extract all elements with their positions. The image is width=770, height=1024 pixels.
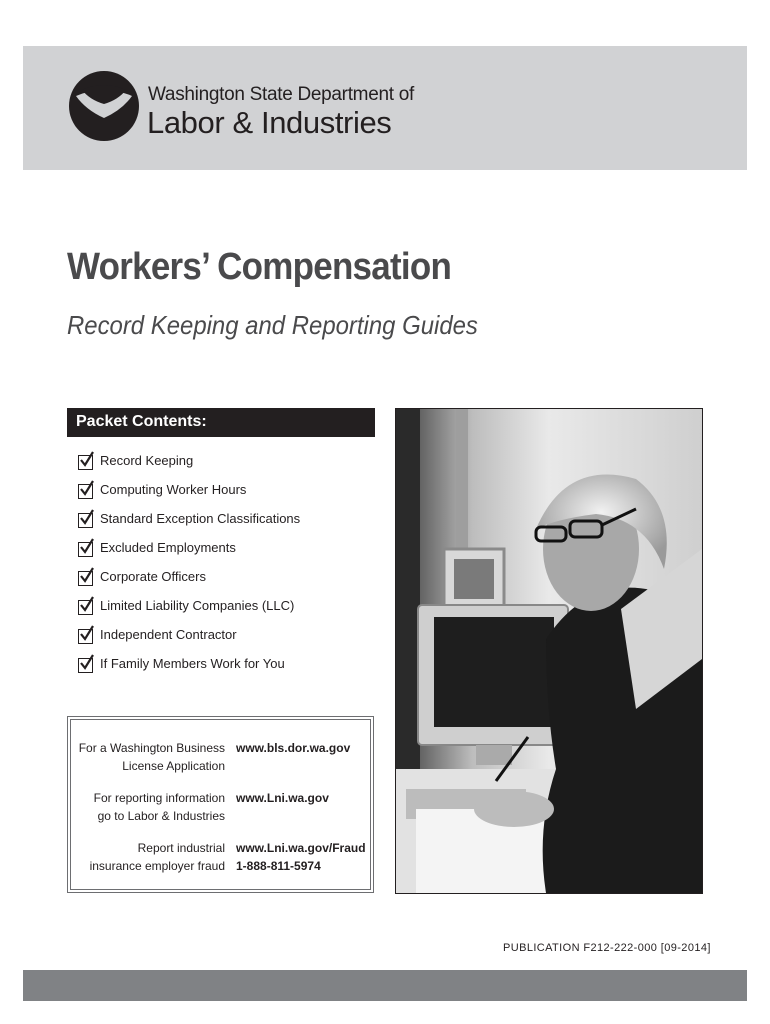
info-value: [236, 739, 350, 757]
checkbox-checked-icon: [78, 484, 93, 499]
resources-info-box: [67, 716, 374, 893]
list-item: [78, 453, 300, 482]
checkbox-checked-icon: [78, 600, 93, 615]
list-item: [78, 540, 300, 569]
lni-website-link[interactable]: www.Lni.wa.gov: [236, 791, 329, 805]
list-item-label: Corporate Officers: [100, 569, 206, 584]
list-item-label: Record Keeping: [100, 453, 194, 468]
info-label: [78, 789, 225, 825]
checkbox-checked-icon: [78, 542, 93, 557]
list-item: [78, 569, 300, 598]
checkbox-checked-icon: [78, 513, 93, 528]
list-item-label: Independent Contractor: [100, 627, 237, 642]
worker-photo: [395, 408, 703, 894]
checkbox-checked-icon: [78, 455, 93, 470]
list-item-label: Computing Worker Hours: [100, 482, 247, 497]
info-label-line2: insurance employer fraud: [89, 859, 225, 873]
packet-contents-header: [67, 408, 375, 437]
org-name-line1: Washington State Department of: [148, 84, 414, 105]
list-item-label: Excluded Employments: [100, 540, 236, 555]
info-label-line2: go to Labor & Industries: [97, 809, 225, 823]
checkbox-checked-icon: [78, 571, 93, 586]
info-label-line1: For reporting information: [93, 791, 225, 805]
info-label: [78, 739, 225, 775]
packet-contents-heading: Packet Contents:: [76, 413, 207, 430]
page-subtitle: Record Keeping and Reporting Guides: [67, 310, 478, 340]
info-label-line1: For a Washington Business: [78, 741, 225, 755]
packet-contents-list: [78, 453, 300, 685]
info-label: [78, 839, 225, 875]
fraud-report-link[interactable]: www.Lni.wa.gov/Fraud: [236, 841, 366, 855]
list-item: [78, 511, 300, 540]
fraud-hotline-number: 1-888-811-5974: [236, 859, 321, 873]
checkbox-checked-icon: [78, 658, 93, 673]
page-title: Workers’ Compensation: [67, 246, 452, 288]
list-item: [78, 656, 300, 685]
checkbox-checked-icon: [78, 629, 93, 644]
info-value: [236, 789, 329, 807]
org-name-line2: Labor & Industries: [147, 105, 392, 140]
list-item: [78, 482, 300, 511]
list-item: [78, 627, 300, 656]
info-label-line1: Report industrial: [137, 841, 225, 855]
info-label-line2: License Application: [122, 759, 225, 773]
list-item-label: Limited Liability Companies (LLC): [100, 598, 295, 613]
lni-logo-icon: [68, 70, 140, 142]
publication-number: PUBLICATION F212-222-000 [09-2014]: [503, 942, 711, 954]
list-item-label: Standard Exception Classifications: [100, 511, 301, 526]
footer-band: [23, 970, 747, 1001]
info-value: [236, 839, 366, 875]
business-license-link[interactable]: www.bls.dor.wa.gov: [236, 741, 351, 755]
list-item-label: If Family Members Work for You: [100, 656, 285, 671]
list-item: [78, 598, 300, 627]
